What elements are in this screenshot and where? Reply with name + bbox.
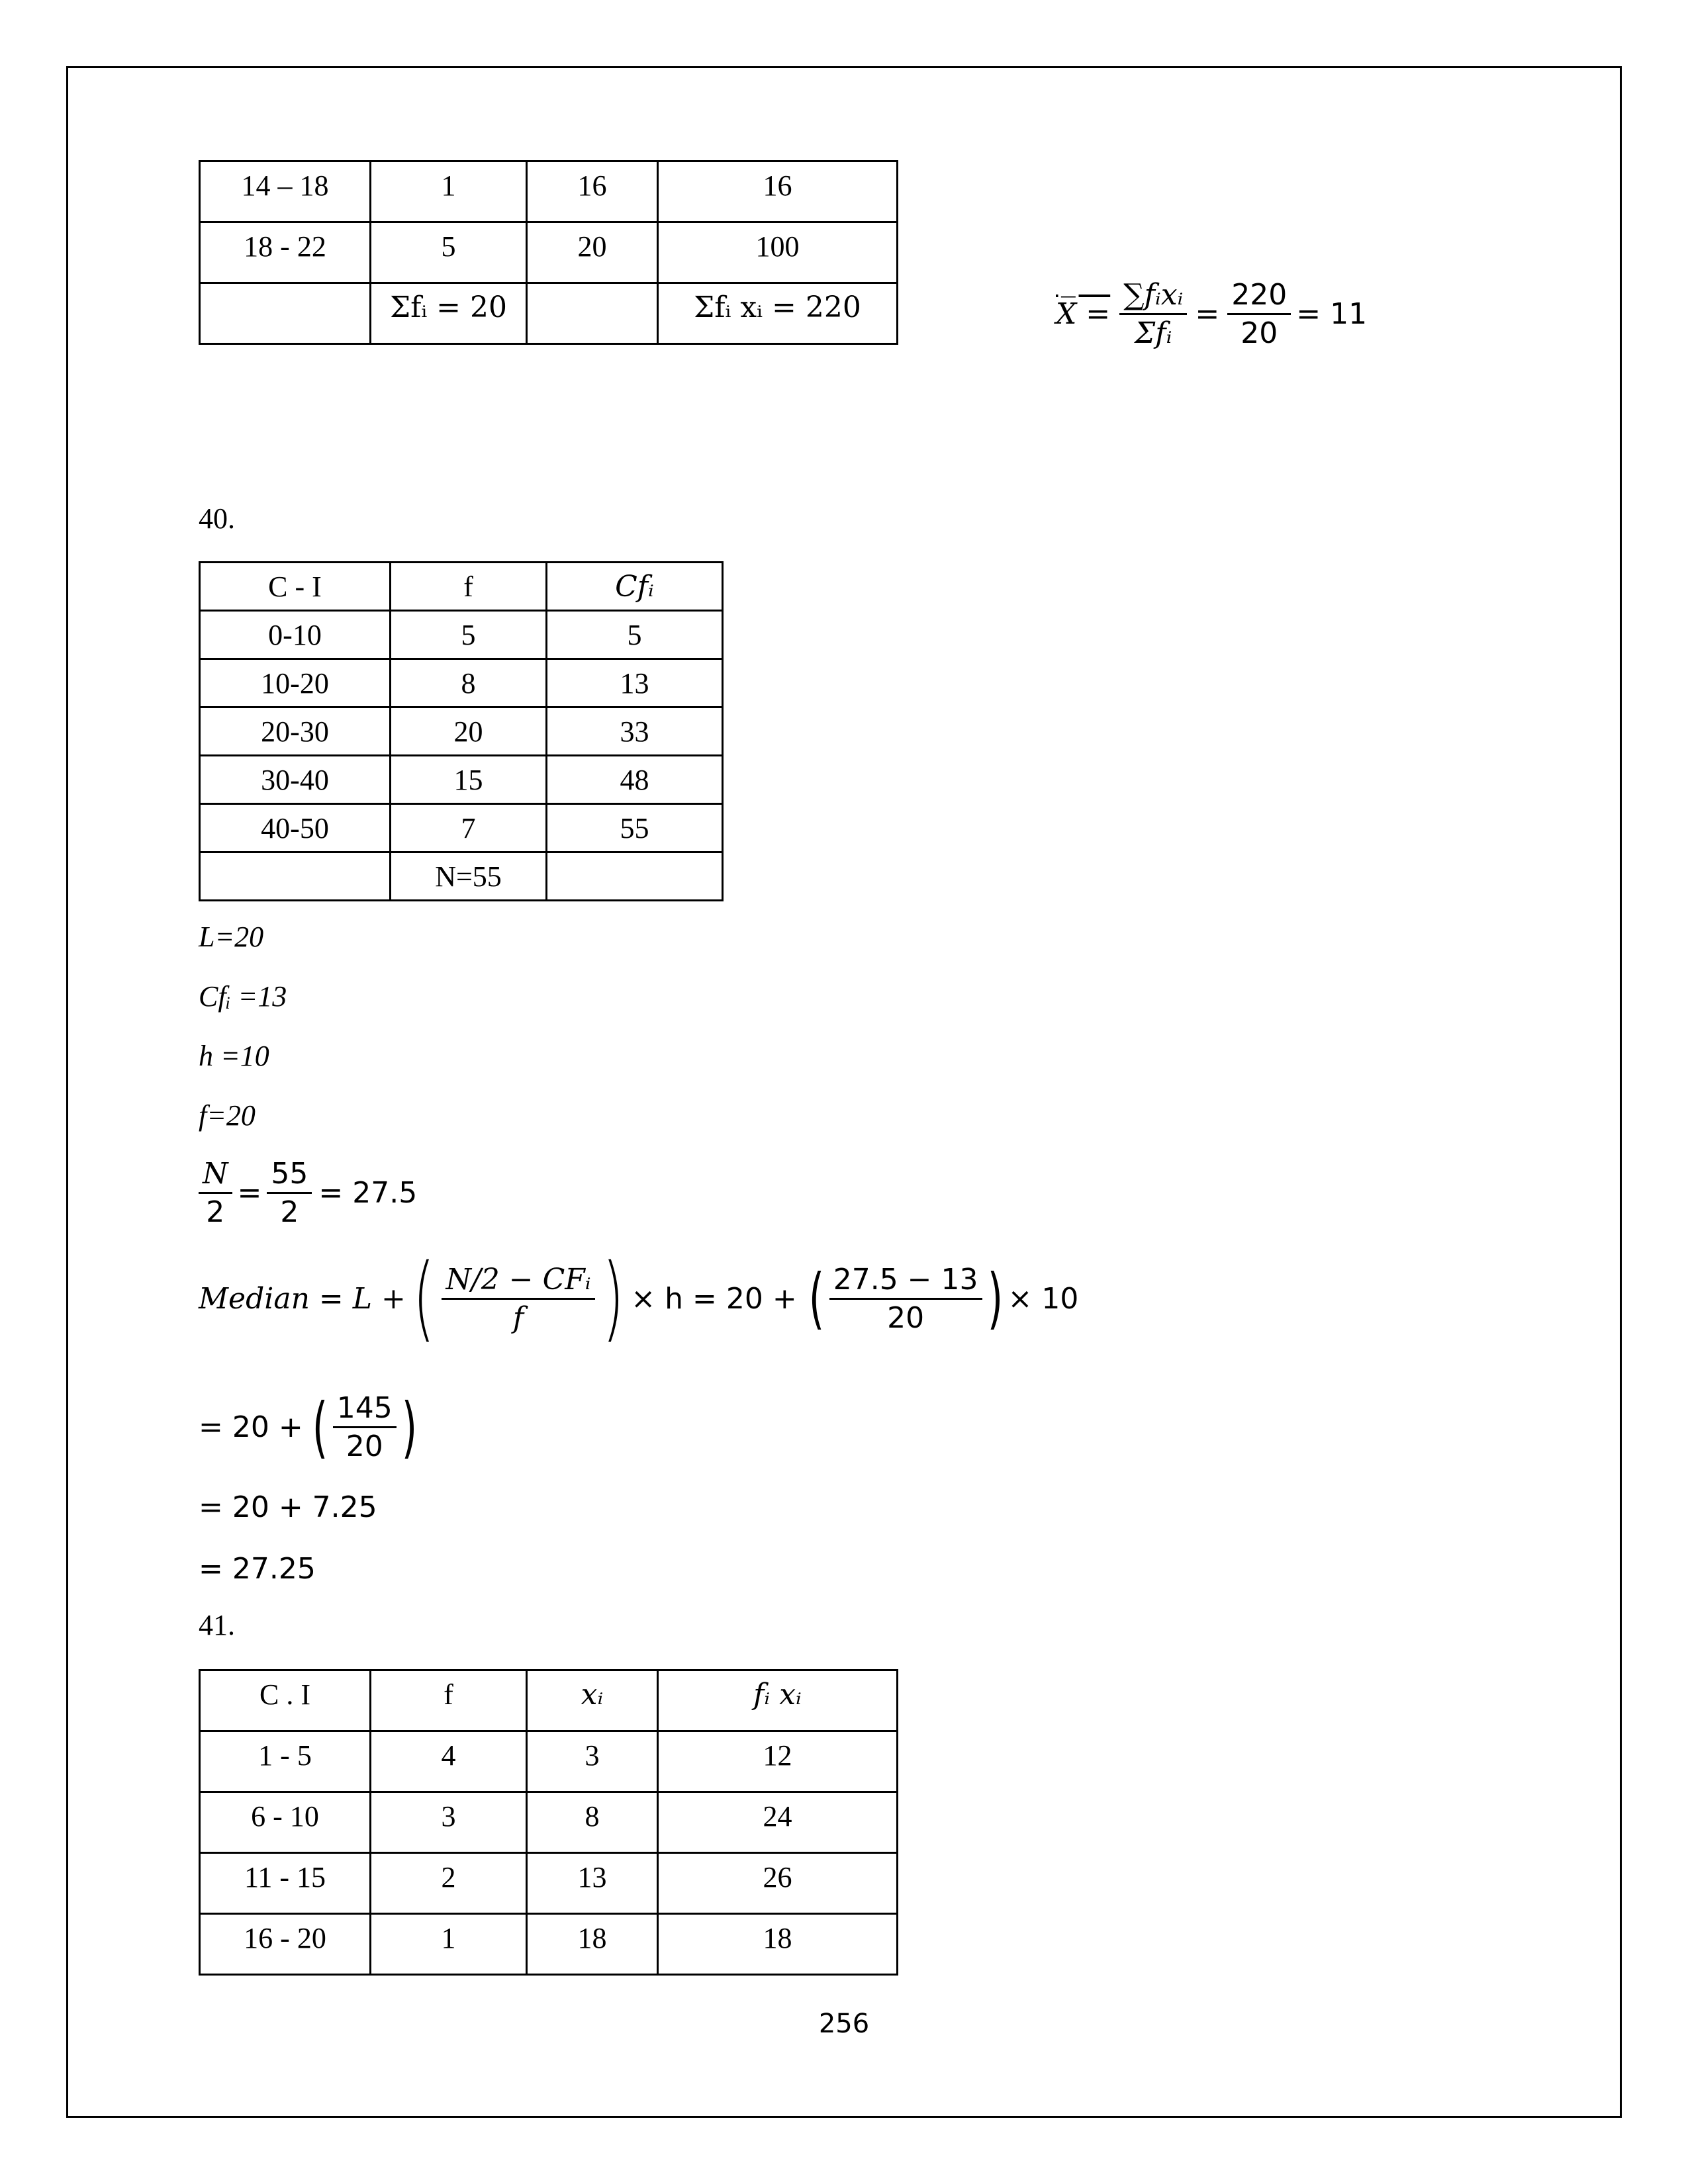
mean-formula: X̅ = $\frac{\text{∑fᵢxᵢ}}{\text{Σfᵢ}}$ = $\frac{220}{20}$ = 11 (1056, 278, 1368, 350)
cell: 33 (547, 707, 723, 756)
numerator: 145 (333, 1391, 397, 1428)
fraction (1227, 278, 1291, 350)
table-row (200, 1853, 898, 1914)
table-row (200, 707, 723, 756)
cell: 18 (527, 1914, 658, 1975)
denominator: Σfᵢ (1135, 316, 1172, 350)
times-h: × h = 20 + (631, 1281, 797, 1316)
question-number-40: 40. (199, 502, 235, 535)
cell: 2 (371, 1853, 527, 1914)
cell: 18 - 22 (200, 222, 371, 283)
var-h: h =10 (199, 1040, 269, 1072)
cell: 11 - 15 (200, 1853, 371, 1914)
half-n-formula: $\frac{N}{2}$ = $\frac{55}{2}$ = 27.5 (199, 1157, 417, 1229)
numerator: N/2 − CFᵢ (442, 1263, 594, 1300)
cell: 30-40 (200, 756, 391, 804)
cell: 3 (527, 1731, 658, 1792)
table-row (200, 1792, 898, 1853)
step-text: = 20 + 7.25 (199, 1490, 377, 1524)
cell (200, 283, 371, 344)
denominator: 2 (206, 1195, 225, 1229)
cell: 1 - 5 (200, 1731, 371, 1792)
cell: 10-20 (200, 659, 391, 707)
header-cell: f (391, 563, 547, 611)
cell: 0-10 (200, 611, 391, 659)
cell: 5 (391, 611, 547, 659)
denominator: 20 (887, 1300, 925, 1335)
cell: 20 (391, 707, 547, 756)
cell (200, 852, 391, 901)
paren-close: ) (602, 1244, 624, 1352)
mean-result: = 11 (1296, 297, 1368, 331)
numerator: 220 (1227, 278, 1291, 315)
step-1 (199, 1388, 422, 1466)
fraction (267, 1157, 312, 1229)
table-row (200, 1914, 898, 1975)
table-q41 (199, 1669, 898, 1976)
cell: 12 (658, 1731, 898, 1792)
cell: 1 (371, 1914, 527, 1975)
cell: 1 (371, 161, 527, 222)
cell: 26 (658, 1853, 898, 1914)
cell: 15 (391, 756, 547, 804)
step-text: = 20 + (199, 1410, 303, 1444)
table-row (200, 222, 898, 283)
step-2 (199, 1490, 377, 1524)
total-cell: N=55 (391, 852, 547, 901)
header-cell: fᵢ xᵢ (658, 1670, 898, 1731)
sum-fx-cell: Σfᵢ xᵢ = 220 (658, 283, 898, 344)
half-result: = 27.5 (318, 1176, 418, 1210)
median-formula (199, 1244, 1079, 1352)
fraction (829, 1263, 982, 1335)
cell: 7 (391, 804, 547, 852)
cell: 16 (658, 161, 898, 222)
fraction (199, 1157, 232, 1229)
table-row (200, 804, 723, 852)
denominator: 2 (280, 1195, 299, 1229)
cell: 20-30 (200, 707, 391, 756)
times-10: × 10 (1008, 1281, 1079, 1316)
cell: 16 - 20 (200, 1914, 371, 1975)
fraction (1119, 278, 1187, 350)
cell: 16 (527, 161, 658, 222)
numerator: 27.5 − 13 (829, 1263, 982, 1300)
table-row (200, 659, 723, 707)
cell: 13 (527, 1853, 658, 1914)
cell: 3 (371, 1792, 527, 1853)
cell: 5 (547, 611, 723, 659)
table-q40 (199, 561, 724, 901)
cell (547, 852, 723, 901)
header-cell: f (371, 1670, 527, 1731)
median-label: Median = L + (199, 1281, 406, 1316)
step-3 (199, 1552, 316, 1586)
paren-close: ) (987, 1259, 1003, 1337)
numerator: 55 (267, 1157, 312, 1194)
cell: 40-50 (200, 804, 391, 852)
sum-f-cell: Σfᵢ = 20 (371, 283, 527, 344)
cell: 8 (391, 659, 547, 707)
header-cell: C - I (200, 563, 391, 611)
paren-open: ( (808, 1259, 824, 1337)
cell: 5 (371, 222, 527, 283)
cell: 8 (527, 1792, 658, 1853)
header-cell: Cfᵢ (547, 563, 723, 611)
paren-open: ( (312, 1388, 328, 1466)
cell: 14 – 18 (200, 161, 371, 222)
table-row (200, 852, 723, 901)
cell: 18 (658, 1914, 898, 1975)
denominator: 20 (1241, 316, 1278, 350)
table-row (200, 611, 723, 659)
cell: 48 (547, 756, 723, 804)
page-number: 256 (818, 2009, 870, 2039)
table-continuation (199, 160, 898, 345)
table-row (200, 1731, 898, 1792)
denominator: 20 (346, 1430, 383, 1463)
cell (527, 283, 658, 344)
step-text: = 27.25 (199, 1552, 316, 1586)
cell: 24 (658, 1792, 898, 1853)
table-row (200, 756, 723, 804)
cell: 100 (658, 222, 898, 283)
fraction (442, 1263, 594, 1335)
table-row (200, 283, 898, 344)
var-Cf: Cfᵢ =13 (199, 980, 287, 1013)
header-cell: xᵢ (527, 1670, 658, 1731)
denominator: f (512, 1300, 524, 1335)
cell: 13 (547, 659, 723, 707)
paren-open: ( (412, 1244, 435, 1352)
table-header-row (200, 1670, 898, 1731)
table-row (200, 161, 898, 222)
cell: 55 (547, 804, 723, 852)
header-cell: C . I (200, 1670, 371, 1731)
var-f: f=20 (199, 1099, 256, 1132)
numerator: ∑fᵢxᵢ (1119, 278, 1187, 315)
cell: 20 (527, 222, 658, 283)
cell: 6 - 10 (200, 1792, 371, 1853)
mean-lhs: X̅ = (1056, 297, 1111, 331)
paren-close: ) (401, 1388, 417, 1466)
question-number-41: 41. (199, 1609, 235, 1641)
numerator: N (199, 1157, 232, 1194)
fraction (333, 1391, 397, 1463)
var-L: L=20 (199, 921, 264, 953)
table-header-row (200, 563, 723, 611)
cell: 4 (371, 1731, 527, 1792)
